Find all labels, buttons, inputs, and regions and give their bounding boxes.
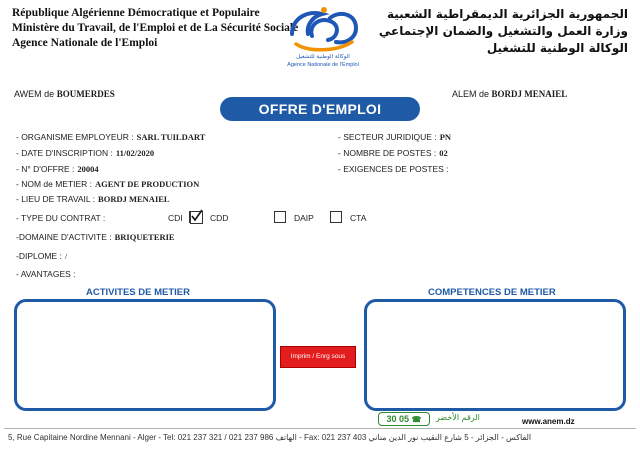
alem-value: BORDJ MENAIEL (491, 89, 568, 99)
alem-label: ALEM de (452, 89, 490, 99)
awem-value: BOUMERDES (56, 89, 115, 99)
print-save-button[interactable]: Imprim / Enrg sous (280, 346, 356, 368)
header-french (12, 6, 298, 51)
field-num-offre (16, 164, 99, 174)
competences-textarea[interactable] (364, 299, 626, 411)
activites-textarea[interactable] (14, 299, 276, 411)
field-lieu-value: BORDJ MENAIEL (98, 194, 170, 204)
field-avantages-label: - AVANTAGES : (16, 269, 76, 279)
header-ar-republic: الجمهورية الجزائرية الديمقراطية الشعبية (386, 7, 628, 21)
page-title: OFFRE D'EMPLOI (220, 97, 420, 121)
field-metier-value: AGENT DE PRODUCTION (95, 179, 200, 189)
header-fr-republic: République Algérienne Démocratique et Populaire (12, 7, 260, 19)
awem-line (14, 89, 115, 99)
field-exigences (338, 164, 449, 174)
footer-divider (4, 428, 636, 429)
field-secteur (338, 132, 451, 142)
header-fr-agency: Agence Nationale de l'Emploi (12, 37, 158, 49)
hotline-label: الرقم الأخضر (436, 413, 480, 422)
field-organisme-value: SARL TUILDART (136, 132, 206, 142)
field-exigences-label: - EXIGENCES DE POSTES : (338, 164, 449, 174)
contract-cdi-label: CDI (168, 213, 183, 223)
contract-daip-checkbox[interactable] (274, 211, 286, 223)
field-postes-label: - NOMBRE DE POSTES : (338, 148, 437, 158)
field-diplome-value: / (64, 251, 68, 261)
alem-line (452, 89, 567, 99)
phone-icon: ☎ (411, 415, 422, 424)
header-arabic (379, 6, 628, 57)
awem-label: AWEM de (14, 89, 55, 99)
field-diplome-label: -DIPLOME : (16, 251, 62, 261)
header-fr-ministry: Ministère du Travail, de l'Emploi et de La Sécurité Sociale (12, 22, 299, 34)
header-ar-ministry: وزارة العمل والتشغيل والضمان الإجتماعي (378, 24, 628, 38)
field-domaine-label: -DOMAINE D'ACTIVITE : (16, 232, 112, 242)
logo-caption-arabic: الوكالة الوطنية للتشغيل (296, 54, 350, 60)
competences-heading: COMPETENCES DE METIER (428, 287, 556, 298)
field-secteur-label: - SECTEUR JURIDIQUE : (338, 132, 437, 142)
field-lieu (16, 194, 170, 204)
field-diplome (16, 251, 67, 261)
field-postes-value: 02 (439, 148, 448, 158)
field-postes (338, 148, 448, 158)
anem-logo (278, 4, 368, 80)
logo-caption-french: Agence Nationale de l'Emploi (287, 62, 359, 68)
anem-logo-icon (278, 4, 368, 56)
activites-heading: ACTIVITES DE METIER (86, 287, 190, 298)
website-link[interactable]: www.anem.dz (522, 417, 575, 426)
field-organisme (16, 132, 205, 142)
contract-cta-checkbox[interactable] (330, 211, 342, 223)
contract-cdd-checkbox[interactable] (190, 211, 203, 224)
field-metier (16, 179, 199, 189)
hotline-number-text: 30 05 (386, 414, 410, 424)
field-avantages (16, 269, 76, 279)
field-num-value: 20004 (77, 164, 99, 174)
footer-address: 5, Rue Capitaine Nordine Mennani - Alger - Tel: 021 237 321 / 021 237 986 الهاتف - Fax: 021 237 403 الفاكس - الجزائر - 5 شارع النقيب نور الدين مناني (8, 433, 532, 442)
contract-cta-label: CTA (350, 213, 367, 223)
checkmark-icon (190, 209, 203, 222)
field-date (16, 148, 154, 158)
field-contrat-label: - TYPE DU CONTRAT : (16, 213, 106, 223)
field-metier-label: - NOM de METIER : (16, 179, 93, 189)
contract-daip-label: DAIP (294, 213, 314, 223)
field-date-label: - DATE D'INSCRIPTION : (16, 148, 113, 158)
hotline-number (378, 412, 430, 426)
field-secteur-value: PN (439, 132, 452, 142)
field-date-value: 11/02/2020 (115, 148, 155, 158)
field-organisme-label: - ORGANISME EMPLOYEUR : (16, 132, 134, 142)
field-num-label: - N° D'OFFRE : (16, 164, 75, 174)
field-lieu-label: - LIEU DE TRAVAIL : (16, 194, 96, 204)
field-domaine (16, 232, 175, 242)
field-domaine-value: BRIQUETERIE (114, 232, 175, 242)
contract-cdd-label: CDD (210, 213, 229, 223)
header-ar-agency: الوكالة الوطنية للتشغيل (486, 41, 628, 55)
